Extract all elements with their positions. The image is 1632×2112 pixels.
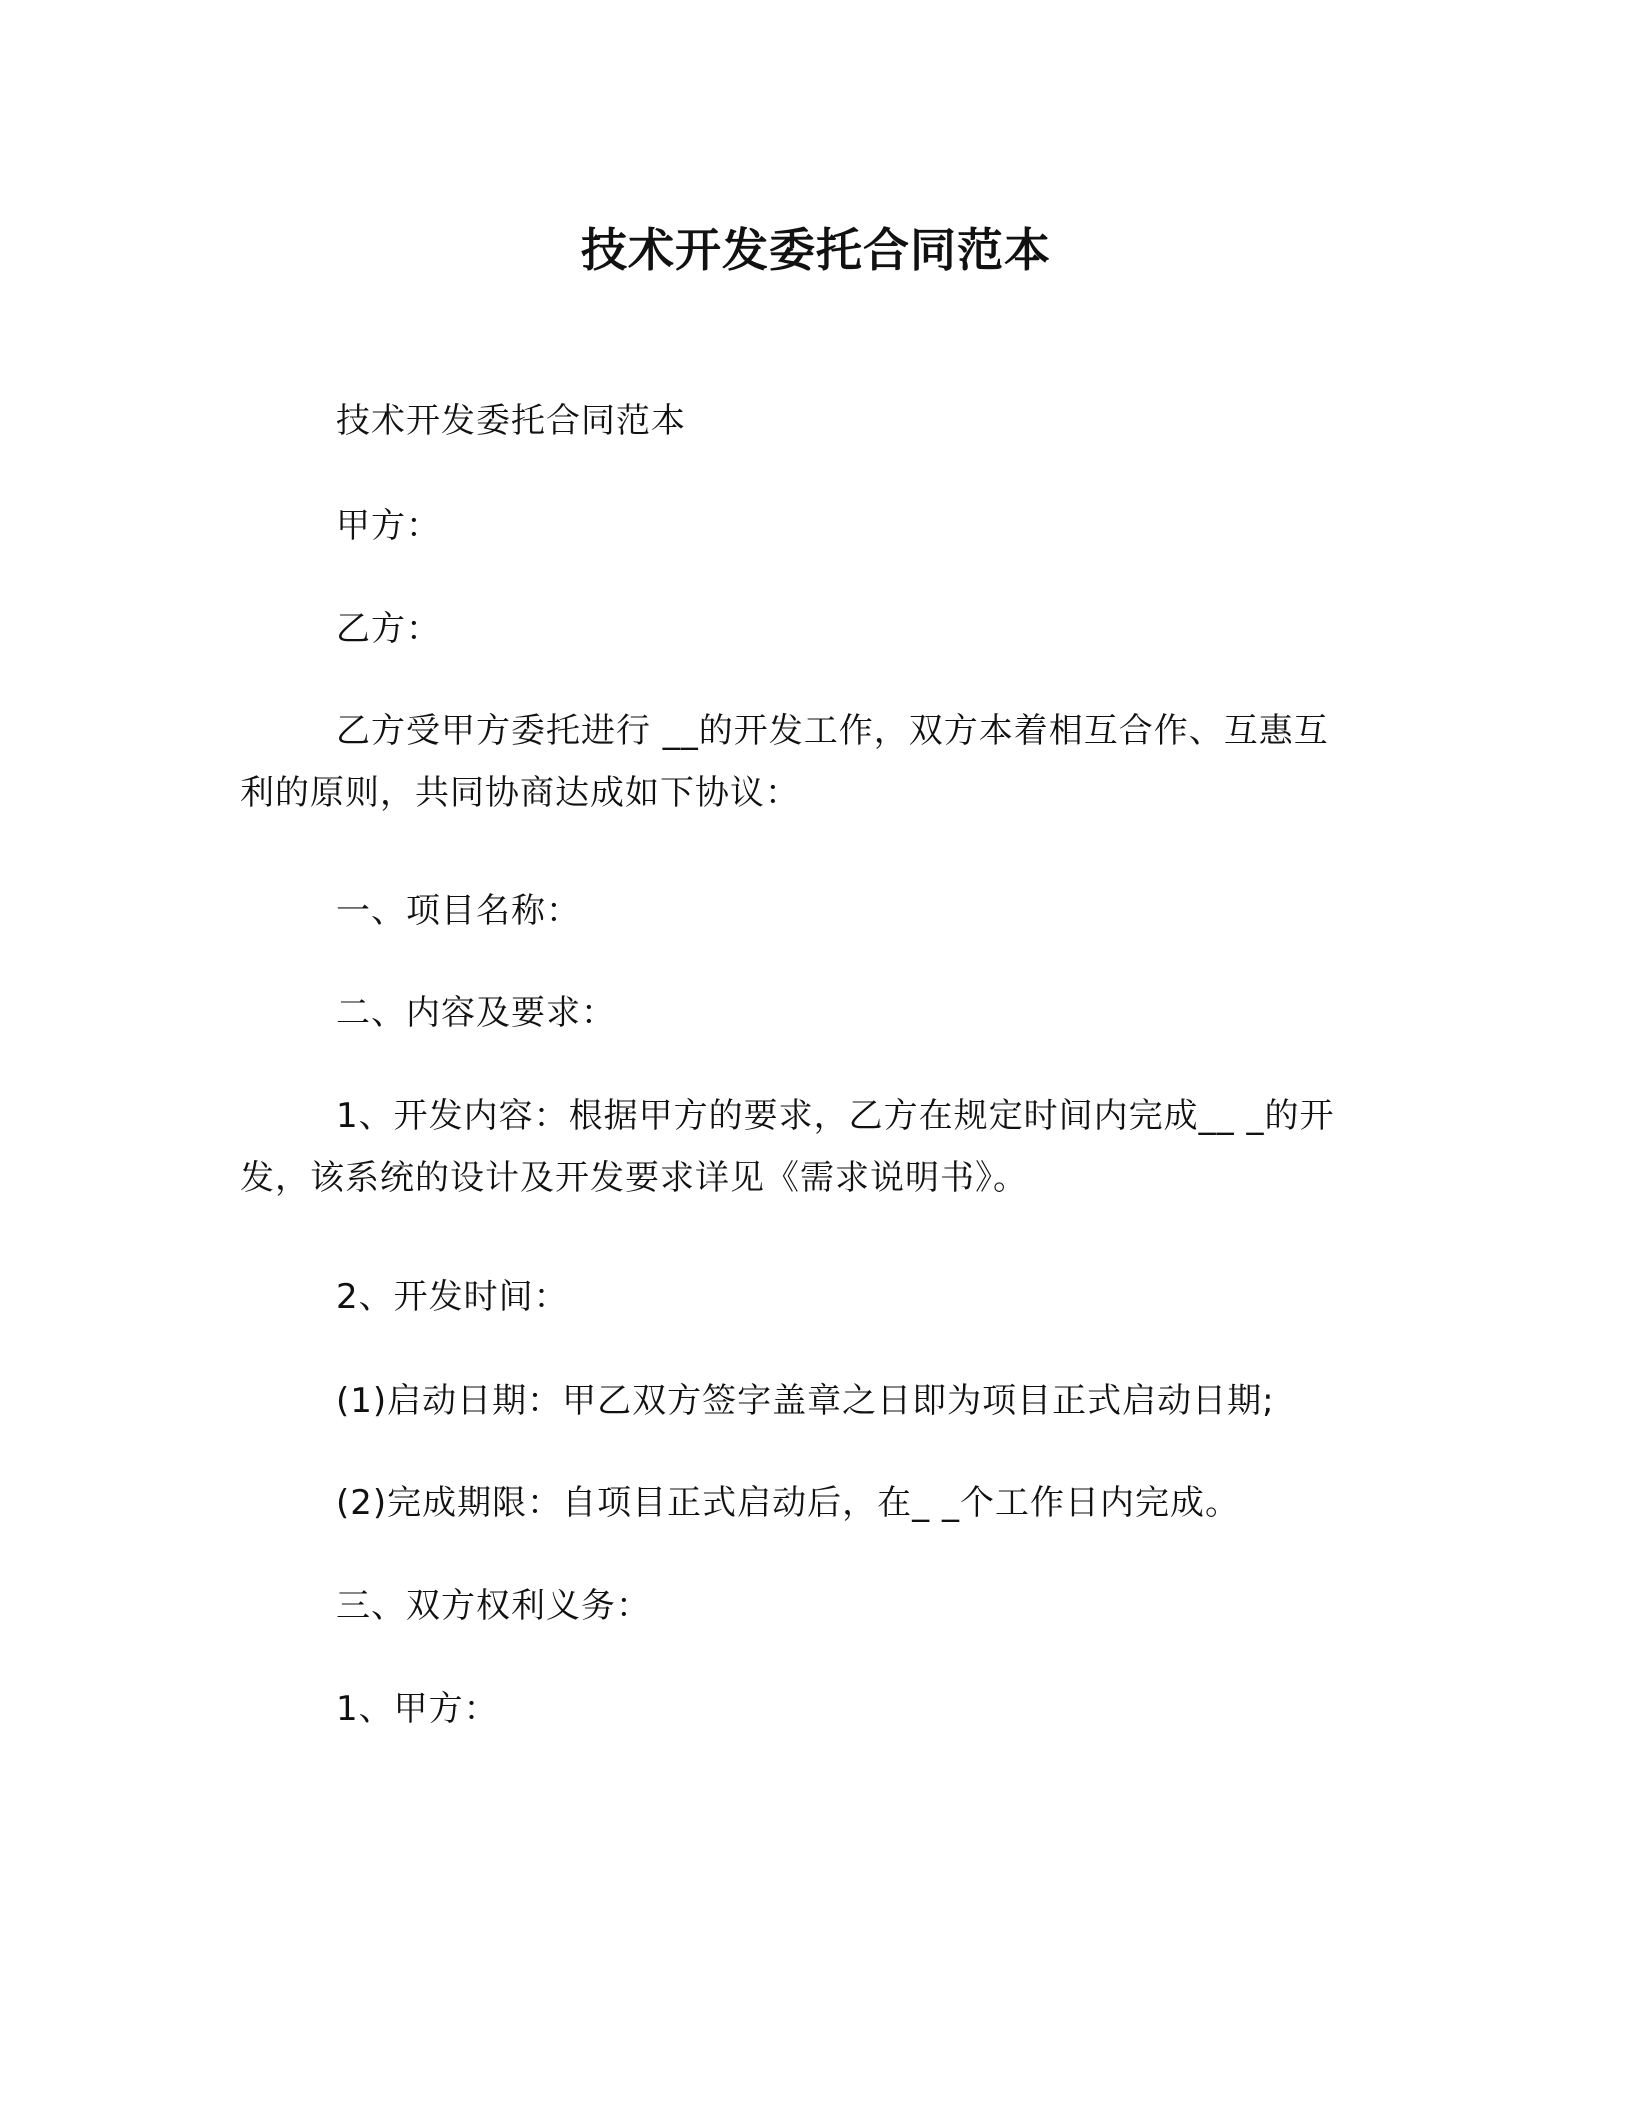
paragraph-dev-content: 1、开发内容：根据甲方的要求，乙方在规定时间内完成__ _的开发，该系统的设计及开发要求详见《需求说明书》。	[240, 1096, 1335, 1198]
paragraph-subtitle: 技术开发委托合同范本	[336, 401, 686, 441]
paragraph-intro: 乙方受甲方委托进行 __的开发工作，双方本着相互合作、互惠互利的原则，共同协商达成如下协议：	[240, 711, 1329, 813]
paragraph-party-b: 乙方：	[336, 609, 441, 649]
paragraph-party-a: 甲方：	[336, 506, 441, 546]
paragraph-start-date: (1)启动日期：甲乙双方签字盖章之日即为项目正式启动日期;	[336, 1381, 1275, 1421]
paragraph-deadline: (2)完成期限：自项目正式启动后，在_ _个工作日内完成。	[336, 1483, 1240, 1523]
heading-dev-time: 2、开发时间：	[336, 1277, 569, 1317]
heading-content-requirements: 二、内容及要求：	[336, 993, 616, 1033]
heading-party-a-duties: 1、甲方：	[336, 1689, 499, 1729]
heading-project-name: 一、项目名称：	[336, 891, 581, 931]
heading-rights-obligations: 三、双方权利义务：	[336, 1586, 651, 1626]
document-title: 技术开发委托合同范本	[581, 223, 1051, 277]
